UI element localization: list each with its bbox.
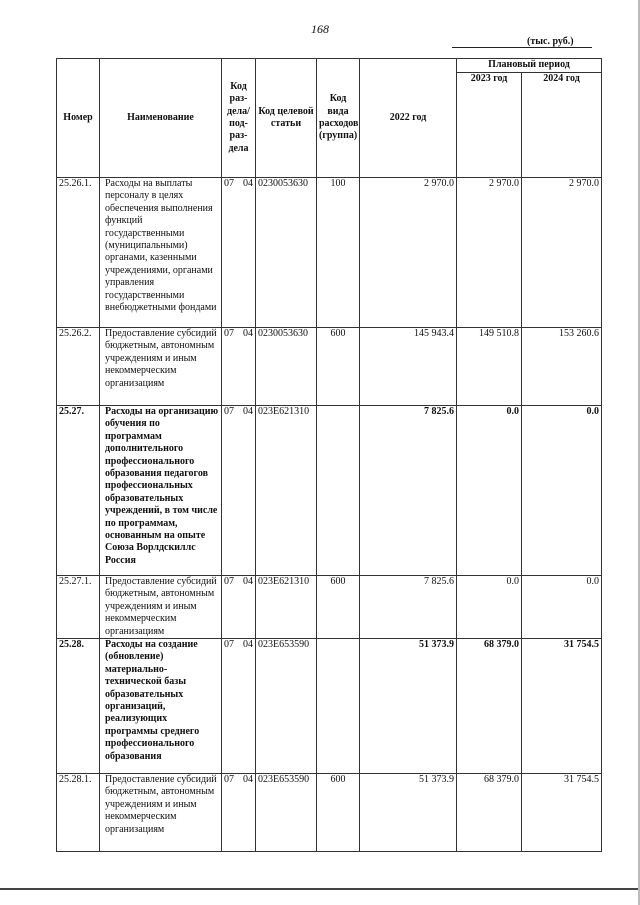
row-2023: 68 379.0 xyxy=(457,774,522,852)
row-2023: 0.0 xyxy=(457,576,522,639)
page-bottom-edge xyxy=(0,888,640,890)
row-name: Расходы на выплаты персоналу в целях обеспечения выполнения функций государственными (муниципальными) органами, казенными учреждениями, органами управления государственными внебюджетными фондами xyxy=(100,178,222,328)
table-row xyxy=(57,406,602,576)
row-name: Расходы на создание (обновление) материально-технической базы образовательных организаций, реализующих программы среднего профессионального образования xyxy=(100,639,222,774)
row-2023: 68 379.0 xyxy=(457,639,522,774)
row-podrazdel-code: 04 xyxy=(243,774,253,786)
row-2023: 149 510.8 xyxy=(457,328,522,406)
row-2022: 7 825.6 xyxy=(360,406,457,576)
row-name: Предоставление субсидий бюджетным, автономным учреждениям и иным некоммерческим организациям xyxy=(100,774,222,852)
units-underline xyxy=(452,47,592,48)
row-2022: 7 825.6 xyxy=(360,576,457,639)
table-row xyxy=(57,576,602,639)
row-2024: 2 970.0 xyxy=(522,178,602,328)
header-number: Номер xyxy=(57,59,100,178)
row-2024: 0.0 xyxy=(522,576,602,639)
header-target: Код целевой статьи xyxy=(256,59,317,178)
row-podrazdel-code: 04 xyxy=(243,576,253,587)
row-razdel-code: 07 xyxy=(224,406,234,417)
header-2023: 2023 год xyxy=(457,72,522,177)
row-2024: 153 260.6 xyxy=(522,328,602,406)
header-kind: Код вида расходов (группа) xyxy=(317,59,360,178)
header-row xyxy=(57,59,602,73)
row-podrazdel-code: 04 xyxy=(243,406,253,417)
units-label: (тыс. руб.) xyxy=(527,36,574,47)
row-number: 25.28.1. xyxy=(57,774,100,852)
budget-table xyxy=(56,58,602,852)
row-2024: 31 754.5 xyxy=(522,639,602,774)
row-razdel-code: 07 xyxy=(224,178,234,189)
row-podrazdel-code: 04 xyxy=(243,328,253,339)
header-name: Наименование xyxy=(100,59,222,178)
row-number: 25.26.2. xyxy=(57,328,100,406)
row-2022: 2 970.0 xyxy=(360,178,457,328)
header-plan-period: Плановый период xyxy=(457,59,602,73)
page-number: 168 xyxy=(311,22,329,36)
row-razdel xyxy=(222,178,256,328)
row-kind: 100 xyxy=(317,178,360,328)
row-name: Расходы на организацию обучения по программам дополнительного профессионального образования педагогов профессиональных образовательных учреждений, в том числе по программам, основанным на опыте Союза Ворлдскиллс Россия xyxy=(100,406,222,576)
row-name: Предоставление субсидий бюджетным, автономным учреждениям и иным некоммерческим организациям xyxy=(100,328,222,406)
row-number: 25.27. xyxy=(57,406,100,576)
header-razdel: Код раз-дела/ под-раз-дела xyxy=(222,59,256,178)
row-2024: 31 754.5 xyxy=(522,774,602,852)
row-2024: 0.0 xyxy=(522,406,602,576)
row-kind: 600 xyxy=(317,328,360,406)
row-target: 0230053630 xyxy=(256,178,317,328)
header-2022: 2022 год xyxy=(360,59,457,178)
row-number: 25.26.1. xyxy=(57,178,100,328)
table-row xyxy=(57,774,602,852)
row-target: 023E621310 xyxy=(256,406,317,576)
row-target: 023E653590 xyxy=(256,639,317,774)
row-razdel xyxy=(222,774,256,852)
table-row xyxy=(57,328,602,406)
header-2024: 2024 год xyxy=(522,72,602,177)
row-kind: 600 xyxy=(317,576,360,639)
row-razdel-code: 07 xyxy=(224,774,234,786)
row-2022: 51 373.9 xyxy=(360,639,457,774)
row-razdel-code: 07 xyxy=(224,328,234,339)
row-target: 023E653590 xyxy=(256,774,317,852)
row-podrazdel-code: 04 xyxy=(243,178,253,189)
row-target: 023E621310 xyxy=(256,576,317,639)
row-razdel xyxy=(222,576,256,639)
row-2023: 2 970.0 xyxy=(457,178,522,328)
row-number: 25.27.1. xyxy=(57,576,100,639)
row-kind xyxy=(317,406,360,576)
row-2022: 51 373.9 xyxy=(360,774,457,852)
row-podrazdel-code: 04 xyxy=(243,639,253,651)
row-2023: 0.0 xyxy=(457,406,522,576)
row-target: 0230053630 xyxy=(256,328,317,406)
table-row xyxy=(57,178,602,328)
row-name: Предоставление субсидий бюджетным, автономным учреждениям и иным некоммерческим организациям xyxy=(100,576,222,639)
row-razdel xyxy=(222,406,256,576)
row-number: 25.28. xyxy=(57,639,100,774)
row-razdel-code: 07 xyxy=(224,639,234,651)
table-row xyxy=(57,639,602,774)
row-razdel-code: 07 xyxy=(224,576,234,587)
row-razdel xyxy=(222,639,256,774)
row-razdel xyxy=(222,328,256,406)
row-kind xyxy=(317,639,360,774)
row-2022: 145 943.4 xyxy=(360,328,457,406)
row-kind: 600 xyxy=(317,774,360,852)
